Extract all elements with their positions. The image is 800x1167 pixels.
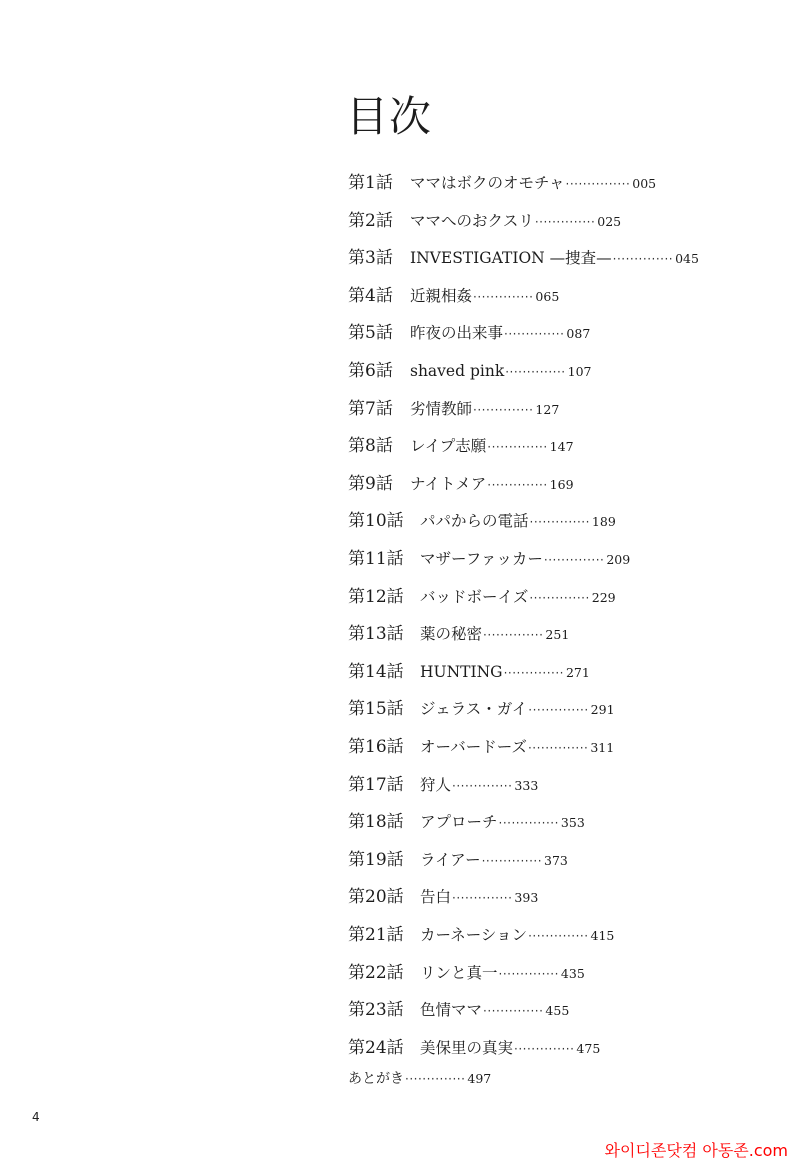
leader-dots: ··············	[527, 741, 589, 755]
leader-dots: ··············	[528, 703, 589, 718]
toc-entry	[348, 619, 569, 649]
chapter-title: ライアー	[420, 850, 481, 869]
toc-entry	[348, 770, 538, 800]
chapter-title: 狩人	[420, 775, 452, 794]
leader-dots: ···············	[565, 177, 631, 191]
chapter-number: 第23話	[348, 1000, 404, 1021]
chapter-title: 色情ママ	[420, 1001, 483, 1020]
chapter-number: 第3話	[348, 248, 393, 269]
page-reference: 107	[567, 364, 592, 379]
leader-dots: ··············	[487, 440, 548, 455]
chapter-number: 第16話	[348, 737, 404, 757]
afterword-title: あとがき	[348, 1071, 404, 1088]
page-reference: 291	[590, 702, 615, 718]
chapter-number: 第4話	[348, 285, 393, 306]
toc-entry	[348, 958, 585, 988]
chapter-title: 昨夜の出来事	[410, 324, 504, 343]
chapter-number: 第6話	[348, 361, 393, 381]
leader-dots: ··············	[505, 365, 566, 379]
leader-dots: ··············	[487, 477, 548, 492]
page-reference: 251	[545, 627, 570, 643]
page-reference: 311	[590, 740, 615, 755]
toc-entry	[348, 318, 590, 348]
leader-dots: ··············	[498, 816, 559, 831]
chapter-number: 第5話	[348, 323, 393, 344]
leader-dots: ··············	[528, 929, 589, 943]
chapter-title: マザーファッカー	[420, 550, 543, 568]
chapter-title: カーネーション	[420, 926, 528, 944]
toc-entry	[348, 544, 630, 574]
leader-dots: ··············	[529, 515, 590, 530]
chapter-number: 第7話	[348, 398, 393, 419]
toc-entry	[348, 882, 538, 912]
leader-dots: ··············	[534, 214, 596, 229]
toc-entry	[348, 168, 656, 198]
leader-dots: ··············	[498, 966, 559, 981]
chapter-title: ジェラス・ガイ	[420, 700, 528, 719]
chapter-title: HUNTING	[420, 662, 503, 681]
toc-entry	[348, 356, 591, 386]
chapter-number: 第14話	[348, 661, 404, 682]
page-reference: 415	[590, 928, 615, 943]
chapter-title: ママはボクのオモチャ	[410, 174, 565, 192]
leader-dots: ··············	[473, 402, 534, 417]
page-number: 4	[32, 1110, 40, 1124]
chapter-number: 第2話	[348, 210, 393, 231]
chapter-number: 第20話	[348, 887, 404, 908]
chapter-title: 薬の秘密	[420, 625, 483, 644]
leader-dots: ··············	[483, 628, 544, 643]
page-reference: 127	[535, 401, 560, 417]
page-reference: 353	[560, 815, 585, 831]
chapter-number: 第18話	[348, 812, 404, 833]
toc-entry	[348, 469, 574, 499]
page-reference: 065	[535, 288, 560, 304]
chapter-title: レイプ志願	[410, 437, 487, 456]
page-reference: 005	[632, 176, 657, 191]
toc-entry	[348, 281, 559, 311]
page-reference: 209	[606, 552, 631, 567]
chapter-title: リンと真一	[420, 963, 498, 982]
page-reference: 087	[566, 326, 591, 342]
chapter-number: 第15話	[348, 699, 404, 720]
chapter-number: 第12話	[348, 586, 404, 607]
page-reference: 393	[514, 890, 539, 906]
toc-entry	[348, 506, 616, 536]
toc-entry	[348, 243, 699, 273]
chapter-title: 美保里の真実	[420, 1038, 514, 1057]
chapter-title: ママへのおクスリ	[410, 211, 534, 230]
leader-dots: ··············	[503, 665, 564, 680]
leader-dots: ··············	[452, 778, 513, 793]
page-reference: 147	[549, 439, 574, 455]
leader-dots: ··············	[473, 289, 534, 304]
leader-dots: ··············	[483, 1004, 544, 1019]
toc-entry	[348, 431, 574, 461]
chapter-title: 近親相姦	[410, 286, 473, 305]
chapter-number: 第9話	[348, 473, 393, 494]
chapter-number: 第19話	[348, 849, 404, 870]
chapter-number: 第24話	[348, 1037, 404, 1058]
toc-entry	[348, 920, 614, 950]
chapter-title: オーバードーズ	[420, 738, 527, 756]
page-reference: 435	[560, 965, 585, 981]
leader-dots: ··············	[529, 590, 590, 605]
toc-entry	[348, 845, 568, 875]
chapter-number: 第13話	[348, 624, 404, 645]
chapter-number: 第1話	[348, 173, 393, 193]
leader-dots: ··············	[452, 891, 513, 906]
chapter-number: 第17話	[348, 774, 404, 795]
page-reference: 229	[591, 589, 616, 605]
toc-entry	[348, 582, 616, 612]
chapter-title: 告白	[420, 888, 452, 907]
chapter-title: ナイトメア	[410, 474, 487, 493]
page-reference: 373	[544, 852, 568, 868]
toc-title: 目次	[346, 92, 433, 141]
page-reference: 497	[467, 1071, 492, 1087]
leader-dots: ··············	[543, 553, 605, 567]
page-reference: 045	[675, 251, 699, 267]
watermark-text: 와이디존닷컴 아동존.com	[604, 1141, 788, 1160]
chapter-title: バッドボーイズ	[420, 587, 529, 606]
toc-entry	[348, 694, 615, 724]
chapter-title: アプローチ	[420, 813, 498, 832]
toc-entry	[348, 206, 621, 236]
toc-entry-afterword	[348, 1068, 491, 1098]
chapter-number: 第8話	[348, 436, 393, 457]
page-reference: 333	[514, 777, 539, 793]
toc-entry	[348, 657, 590, 687]
chapter-title: INVESTIGATION —捜査—	[410, 249, 612, 268]
leader-dots: ··············	[405, 1072, 466, 1087]
chapter-number: 第21話	[348, 925, 404, 945]
chapter-title: shaved pink	[410, 362, 505, 380]
page-reference: 169	[549, 476, 574, 492]
chapter-number: 第11話	[348, 549, 404, 569]
page-reference: 455	[545, 1003, 570, 1019]
toc-entry	[348, 732, 614, 762]
leader-dots: ··············	[481, 853, 543, 868]
leader-dots: ··············	[514, 1041, 575, 1056]
chapter-title: パパからの電話	[420, 512, 529, 531]
chapter-number: 第10話	[348, 511, 404, 532]
leader-dots: ··············	[504, 327, 565, 342]
leader-dots: ··············	[612, 252, 674, 267]
chapter-title: 劣情教師	[410, 399, 473, 418]
toc-entry	[348, 1033, 600, 1063]
page-reference: 189	[591, 514, 616, 530]
toc-entry	[348, 394, 559, 424]
toc-entry	[348, 995, 569, 1025]
page-reference: 271	[565, 664, 590, 680]
toc-entry	[348, 807, 585, 837]
page-reference: 025	[597, 213, 622, 229]
page-reference: 475	[576, 1040, 601, 1056]
chapter-number: 第22話	[348, 962, 404, 983]
